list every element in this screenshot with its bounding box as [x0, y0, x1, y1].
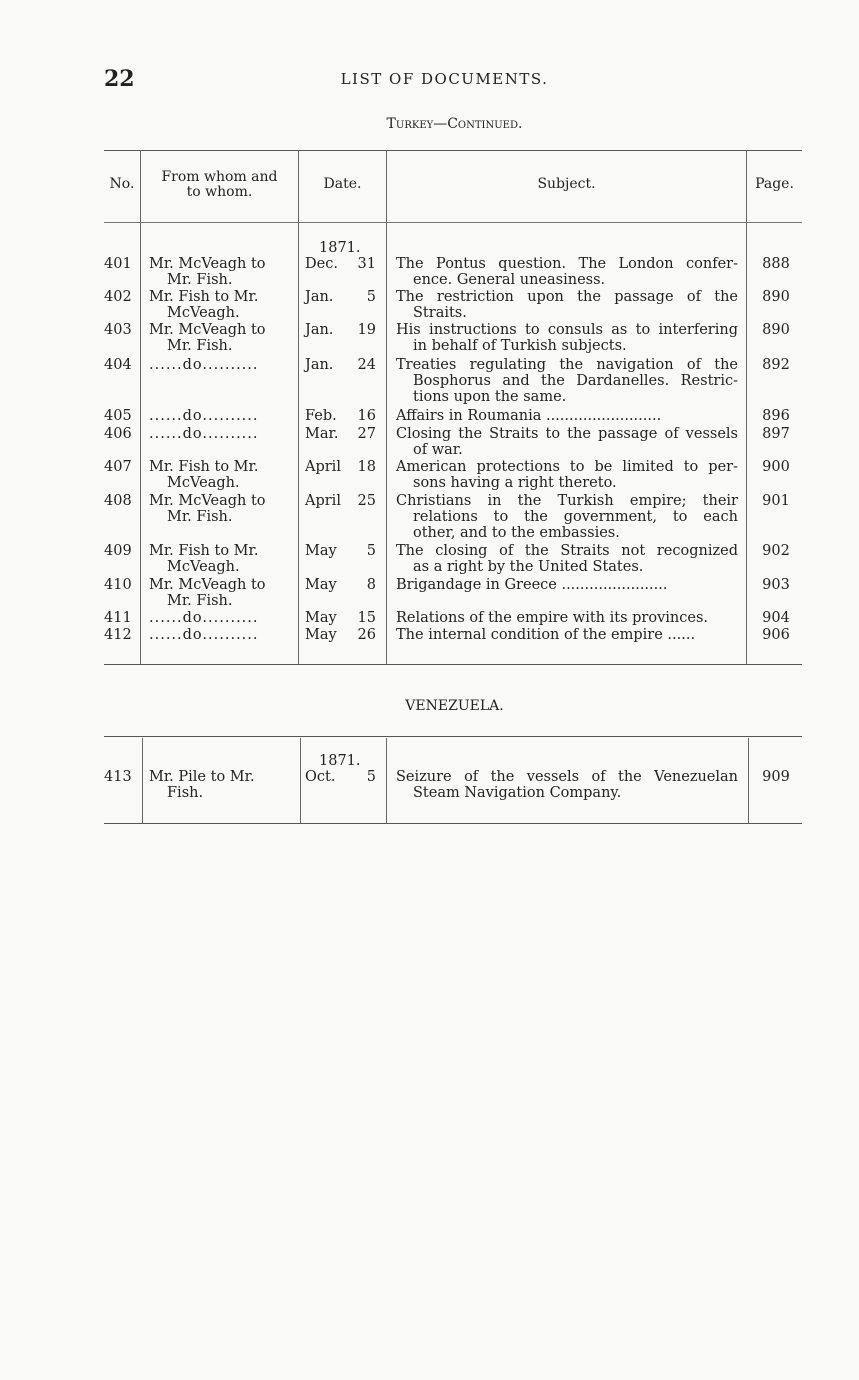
row-page: 896 [762, 408, 790, 424]
row-date-month: May [305, 543, 337, 559]
row-date-day: 26 [357, 627, 376, 643]
subject-line: Brigandage in Greece ....................... [396, 577, 668, 593]
row-subject [396, 427, 738, 459]
row-page: 909 [762, 769, 790, 785]
row-date-year: 1871. [319, 240, 361, 256]
from-line: McVeagh. [167, 474, 240, 491]
from-line: Mr. McVeagh to [149, 577, 266, 593]
row-date [305, 544, 376, 560]
row-from-to [149, 578, 291, 610]
from-line: Mr. McVeagh to [149, 493, 266, 509]
column-header-no: No. [109, 176, 135, 192]
column-divider [746, 150, 747, 664]
row-number: 402 [104, 289, 132, 305]
subject-line: Steam Navigation Company. [413, 784, 622, 801]
row-from-to [149, 544, 291, 576]
row-date [305, 290, 376, 306]
column-divider [386, 150, 387, 664]
row-date-month: May [305, 610, 337, 626]
row-subject [396, 323, 738, 355]
row-subject [396, 409, 738, 425]
row-date [305, 611, 376, 627]
row-from-to [149, 770, 291, 802]
row-from-to [149, 409, 291, 425]
page-number: 22 [104, 66, 135, 92]
column-header-date: Date. [323, 176, 362, 192]
row-subject [396, 494, 738, 541]
row-date-month: May [305, 577, 337, 593]
from-line: Mr. Fish. [167, 592, 233, 609]
from-line: Mr. McVeagh to [149, 256, 266, 272]
row-date [305, 240, 376, 273]
row-page: 901 [762, 493, 790, 509]
table-top-rule [104, 150, 802, 151]
subject-line: tions upon the same. [413, 388, 567, 405]
row-number: 412 [104, 627, 132, 643]
row-date-month: April [305, 493, 341, 509]
from-line: ......do.......... [149, 408, 259, 424]
from-line: McVeagh. [167, 304, 240, 321]
from-line: McVeagh. [167, 558, 240, 575]
row-subject [396, 611, 738, 627]
row-page: 900 [762, 459, 790, 475]
row-date-month: April [305, 459, 341, 475]
row-date-month: Feb. [305, 408, 337, 424]
table-bottom-rule [104, 664, 802, 665]
column-header-from [141, 170, 298, 200]
subject-line: other, and to the embassies. [413, 524, 620, 541]
subject-line: Bosphorus and the Dardanelles. Restric- [413, 372, 738, 389]
subject-line: His instructions to consuls as to interfering [396, 322, 738, 338]
row-date-month: Jan. [305, 357, 334, 373]
row-date-year: 1871. [319, 753, 361, 769]
from-line: Mr. McVeagh to [149, 322, 266, 338]
row-date-day: 25 [357, 493, 376, 509]
column-header-from-line2: to whom. [186, 184, 253, 200]
column-header-from-line1: From whom and [161, 169, 278, 185]
row-from-to [149, 427, 291, 443]
row-date-day: 15 [357, 610, 376, 626]
row-date [305, 494, 376, 510]
column-divider [140, 150, 141, 664]
row-subject [396, 578, 738, 594]
row-number: 407 [104, 459, 132, 475]
subject-line: The internal condition of the empire ...... [396, 627, 696, 643]
subject-line: as a right by the United States. [413, 558, 644, 575]
from-line: Mr. Fish to Mr. [149, 459, 259, 475]
row-page: 892 [762, 357, 790, 373]
row-date [305, 628, 376, 644]
subject-line: relations to the government, to each [413, 508, 738, 525]
row-number: 410 [104, 577, 132, 593]
column-divider [142, 738, 143, 823]
row-date-month: May [305, 627, 337, 643]
subject-line: The restriction upon the passage of the [396, 289, 738, 305]
from-line: Mr. Fish to Mr. [149, 543, 259, 559]
row-from-to [149, 494, 291, 526]
row-date-month: Mar. [305, 426, 339, 442]
subject-line: The Pontus question. The London confer- [396, 256, 738, 272]
row-page: 897 [762, 426, 790, 442]
column-divider [748, 738, 749, 823]
row-number: 413 [104, 769, 132, 785]
column-header-page: Page. [755, 176, 794, 192]
row-number: 403 [104, 322, 132, 338]
row-page: 906 [762, 627, 790, 643]
section-title-venezuela: VENEZUELA. [405, 698, 504, 714]
subject-line: sons having a right thereto. [413, 474, 617, 491]
subject-line: Treaties regulating the navigation of the [396, 357, 738, 373]
row-subject [396, 290, 738, 322]
row-date [305, 409, 376, 425]
subject-line: American protections to be limited to per- [396, 459, 738, 475]
row-date-day: 31 [357, 256, 376, 272]
row-date-day: 5 [366, 543, 376, 559]
from-line: Mr. Pile to Mr. [149, 769, 255, 785]
from-line: ......do.......... [149, 610, 259, 626]
section-title-turkey: Turkey—Continued. [386, 116, 523, 132]
from-line: Mr. Fish. [167, 271, 233, 288]
subject-line: Relations of the empire with its provinces. [396, 610, 708, 626]
subject-line: Seizure of the vessels of the Venezuelan [396, 769, 738, 785]
row-date-day: 16 [357, 408, 376, 424]
row-from-to [149, 460, 291, 492]
row-from-to [149, 323, 291, 355]
row-number: 408 [104, 493, 132, 509]
from-line: Mr. Fish. [167, 337, 233, 354]
row-page: 903 [762, 577, 790, 593]
subject-line: Straits. [413, 304, 467, 321]
row-number: 401 [104, 256, 132, 272]
row-date-day: 5 [366, 289, 376, 305]
column-header-subject: Subject. [537, 176, 596, 192]
row-date-day: 24 [357, 357, 376, 373]
row-number: 411 [104, 610, 132, 626]
row-from-to [149, 358, 291, 374]
from-line: ......do.......... [149, 426, 259, 442]
row-subject [396, 257, 738, 289]
row-date-month: Jan. [305, 289, 334, 305]
row-number: 405 [104, 408, 132, 424]
column-divider [300, 738, 301, 823]
row-page: 890 [762, 322, 790, 338]
subject-line: Closing the Straits to the passage of vessels [396, 426, 738, 442]
row-from-to [149, 628, 291, 644]
subject-line: The closing of the Straits not recognized [396, 543, 738, 559]
row-date [305, 578, 376, 594]
row-date-month: Oct. [305, 769, 336, 785]
from-line: Mr. Fish. [167, 508, 233, 525]
row-number: 409 [104, 543, 132, 559]
row-from-to [149, 257, 291, 289]
header-bottom-rule [104, 222, 802, 223]
row-from-to [149, 611, 291, 627]
row-date [305, 323, 376, 339]
row-subject [396, 544, 738, 576]
subject-line: of war. [413, 441, 463, 458]
column-divider [298, 150, 299, 664]
row-subject [396, 770, 738, 802]
from-line: ......do.......... [149, 357, 259, 373]
row-date [305, 427, 376, 443]
row-date-day: 5 [366, 769, 376, 785]
row-subject [396, 628, 738, 644]
subject-line: Christians in the Turkish empire; their [396, 493, 738, 509]
row-date-day: 18 [357, 459, 376, 475]
subject-line: in behalf of Turkish subjects. [413, 337, 627, 354]
row-date [305, 358, 376, 374]
row-date-day: 8 [366, 577, 376, 593]
row-subject [396, 460, 738, 492]
row-number: 406 [104, 426, 132, 442]
subject-line: ence. General uneasiness. [413, 271, 606, 288]
row-date-month: Jan. [305, 322, 334, 338]
row-page: 890 [762, 289, 790, 305]
row-number: 404 [104, 357, 132, 373]
row-date-day: 19 [357, 322, 376, 338]
running-title: LIST OF DOCUMENTS. [340, 70, 549, 88]
column-divider [386, 738, 387, 823]
row-page: 888 [762, 256, 790, 272]
row-from-to [149, 290, 291, 322]
row-page: 902 [762, 543, 790, 559]
table-top-rule [104, 736, 802, 737]
row-subject [396, 358, 738, 405]
row-date-day: 27 [357, 426, 376, 442]
from-line: ......do.......... [149, 627, 259, 643]
row-date-month: Dec. [305, 256, 338, 272]
from-line: Fish. [167, 784, 204, 801]
row-page: 904 [762, 610, 790, 626]
subject-line: Affairs in Roumania ......................... [396, 408, 662, 424]
table-bottom-rule [104, 823, 802, 824]
from-line: Mr. Fish to Mr. [149, 289, 259, 305]
row-date [305, 460, 376, 476]
row-date [305, 753, 376, 786]
